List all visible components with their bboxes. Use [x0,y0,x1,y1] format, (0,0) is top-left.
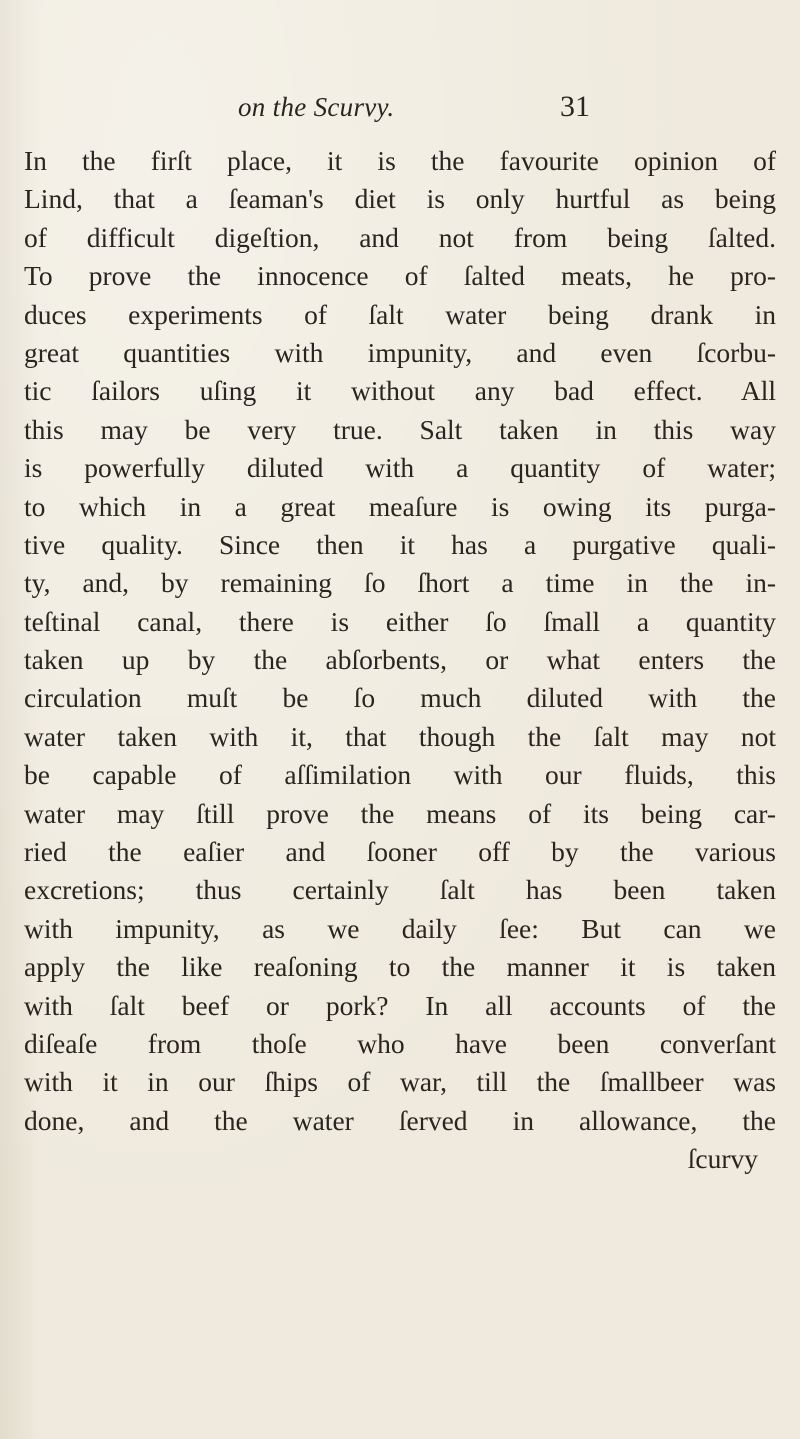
running-head [0,92,800,132]
text-line: this may be very true. Salt taken in this way [24,413,776,445]
text-line: excretions; thus certainly ſalt has been taken [24,874,776,906]
text-line: tic ſailors uſing it without any bad effect. All [24,375,776,407]
text-line: To prove the innocence of ſalted meats, he pro- [24,260,776,292]
text-line: with it in our ſhips of war, till the ſmallbeer was [24,1066,776,1098]
text-line: done, and the water ſerved in allowance, the [24,1104,776,1136]
text-line: Lind, that a ſeaman's diet is only hurtful as being [24,183,776,215]
text-line: to which in a great meaſure is owing its purga- [24,490,776,522]
text-line: is powerfully diluted with a quantity of water; [24,452,776,484]
text-line: teſtinal canal, there is either ſo ſmall a quantity [24,605,776,637]
text-line: tive quality. Since then it has a purgative quali- [24,528,776,560]
running-head-title: on the Scurvy. [238,92,395,122]
page-number: 31 [560,90,590,123]
text-line: be capable of aſſimilation with our fluids, this [24,759,776,791]
text-line: taken up by the abſorbents, or what enters the [24,644,776,676]
text-line: ty, and, by remaining ſo ſhort a time in the in- [24,567,776,599]
text-line: water may ſtill prove the means of its being car- [24,797,776,829]
text-line: ried the eaſier and ſooner off by the various [24,836,776,868]
text-line: of difficult digeſtion, and not from being ſalted. [24,221,776,253]
text-line: In the firſt place, it is the favourite opinion of [24,145,776,176]
text-line: with ſalt beef or pork? In all accounts of the [24,989,776,1021]
text-line: diſeaſe from thoſe who have been converſant [24,1027,776,1059]
text-line: duces experiments of ſalt water being drank in [24,298,776,330]
text-line: water taken with it, that though the ſalt may not [24,720,776,752]
text-line: circulation muſt be ſo much diluted with the [24,682,776,714]
text-line: with impunity, as we daily ſee: But can we [24,912,776,944]
body-paragraph [24,142,776,1179]
text-line: great quantities with impunity, and even ſcorbu- [24,336,776,368]
text-line: apply the like reaſoning to the manner it is taken [24,951,776,983]
catchword: ſcurvy [687,1143,758,1175]
